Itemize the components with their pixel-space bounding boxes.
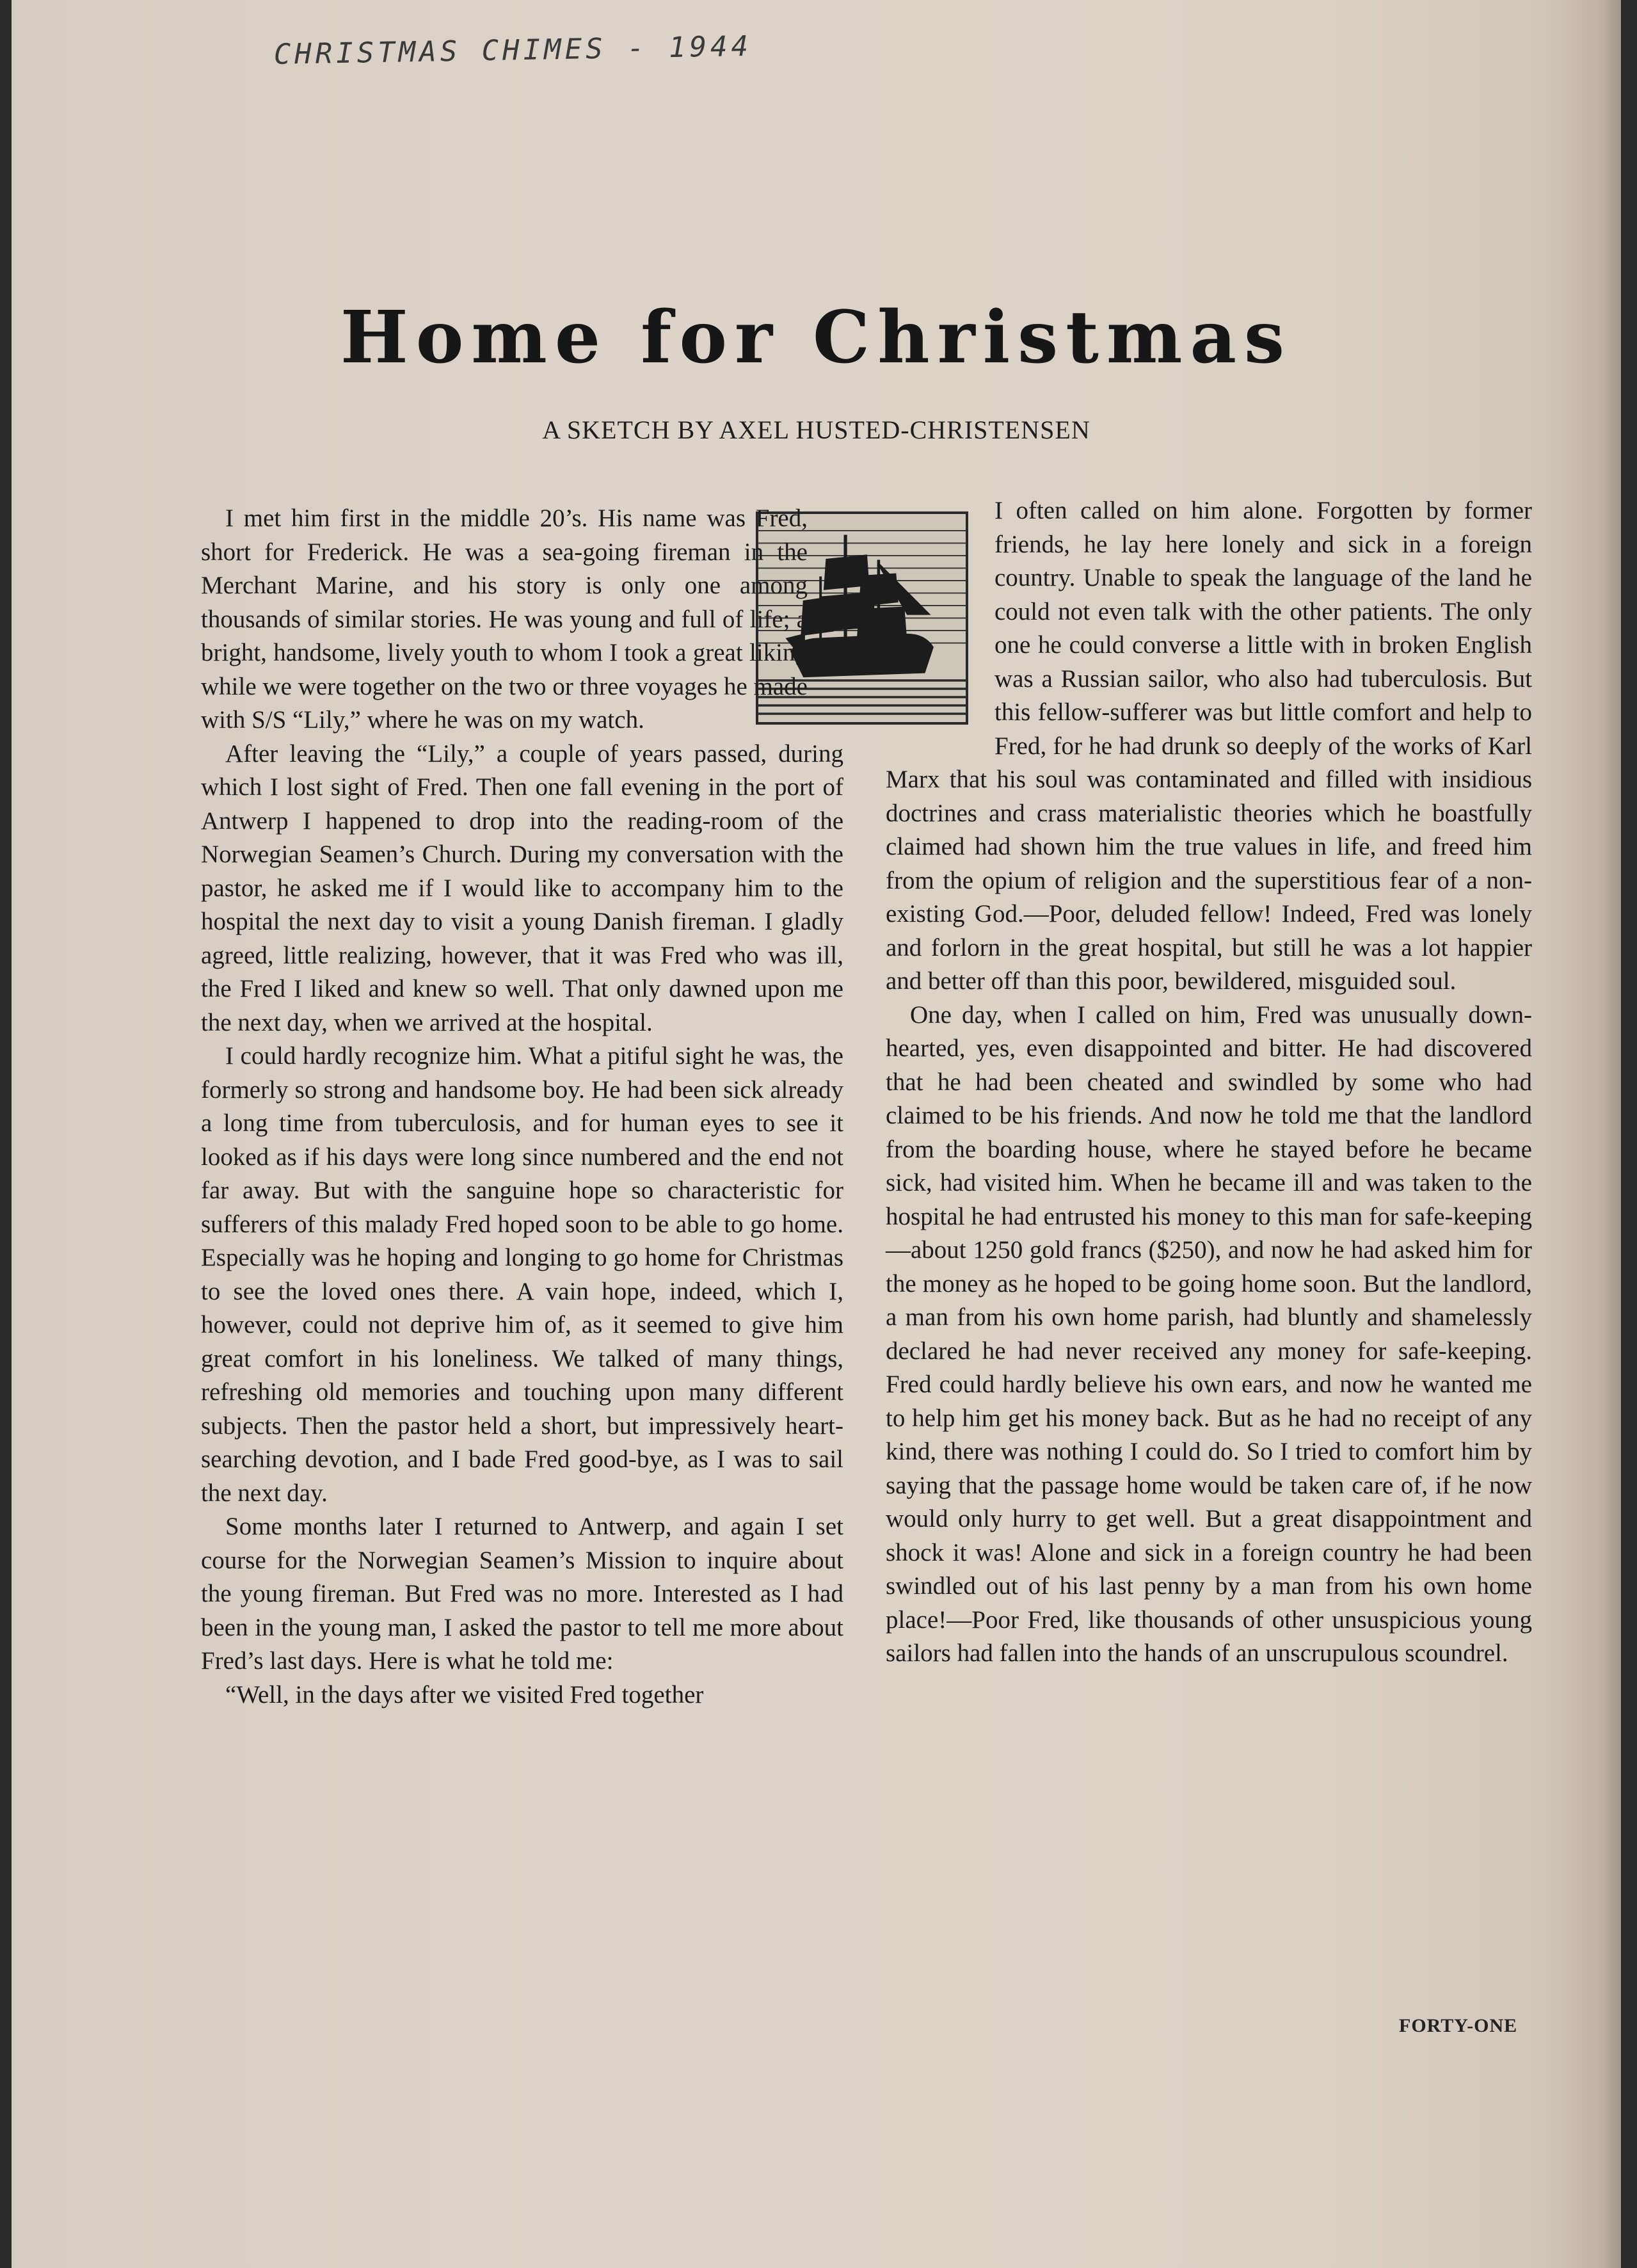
article-column-left [201,502,843,1712]
paragraph: One day, when I called on him, Fred was unusually down-hearted, yes, even disappointed and bitter. He had discovered that he had been cheated and swindled by some who had claimed to be his friends. And now he told me that the landlord from the boarding house, where he stayed before he became sick, had visited him. When he became ill and was taken to the hospital he had entrusted his money to this man for safe-keeping—about 1250 gold francs ($250), and now he had asked him for the money as he hoped to be going home soon. But the landlord, a man from his own home parish, had bluntly and shamelessly declared he had never received any money for safe-keeping. Fred could hardly believe his own ears, and now he wanted me to help him get his money back. But as he had no receipt of any kind, there was nothing I could do. So I tried to comfort him by saying that the passage home would be taken care of, if he now would only hurry to get well. But a great disappointment and shock it was! Alone and sick in a foreign country he had been swindled out of his last penny by a man from his own home place!—Poor Fred, like thousands of other unsuspicious young sailors had fallen into the hands of an unscrupulous scoundrel. [886,1001,1532,1667]
paragraph: “Well, in the days after we visited Fred together [225,1680,704,1709]
paragraph: I met him first in the middle 20’s. His name was Fred, short for Frederick. He was a sea-going fireman in the Merchant Marine, and his story is only one among thousands of similar stories. He was young and full of life; a bright, handsome, lively youth to whom I took a great liking while we were together on the two or three voyages he made with S/S “Lily,” where he was on my watch. [201,504,808,734]
paragraph: Some months later I returned to Antwerp, and again I set course for the Norwegian Seamen’s Mission to inquire about the young fireman. But Fred was no more. Interested as I had been in the young man, I asked the pastor to tell me more about Fred’s last days. Here is what he told me: [201,1513,843,1675]
handwritten-note: CHRISTMAS CHIMES - 1944 [273,29,753,71]
page-number: FORTY-ONE [1399,2015,1518,2036]
page-title: Home for Christmas [340,296,1293,380]
article-column-right [886,494,1532,1671]
paragraph: After leaving the “Lily,” a couple of years passed, during which I lost sight of Fred. Then one fall evening in the port of Antwerp I happened to drop into the reading-room of the Norwegian Seamen’s Church. During my conversation with the pastor, he asked me if I would like to accompany him to the hospital the next day to visit a young Danish fireman. I gladly agreed, little realizing, however, that it was Fred who was ill, the Fred I liked and knew so well. That only dawned upon me the next day, when we arrived at the hospital. [201,739,843,1036]
paragraph: I often called on him alone. Forgotten by former friends, he lay here lonely and sick in a foreign country. Unable to speak the language of the land he could not even talk with the other patients. The only one he could converse a little with in broken English was a Russian sailor, who also had tuberculosis. But this fellow-sufferer was but little comfort and help to Fred, for he had drunk so deeply of the works of Karl Marx that his soul was contaminated and filled with insidious doctrines and crass materialistic theories which he boastfully claimed had shown him the true values in life, and freed him from the opium of religion and the superstitious fear of a non-existing God.—Poor, deluded fellow! Indeed, Fred was lonely and forlorn in the great hospital, but still he was a lot happier and better off than this poor, bewildered, misguided soul. [886,497,1532,995]
paragraph: I could hardly recognize him. What a pitiful sight he was, the formerly so strong and handsome boy. He had been sick already a long time from tuberculosis, and for human eyes to see it looked as if his days were long since numbered and the end not far away. But with the sanguine hope so characteristic for sufferers of this malady Fred hoped soon to be able to go home. Especially was he hoping and longing to go home for Christmas to see the loved ones there. A vain hope, indeed, which I, however, could not deprive him of, as it seemed to give him great comfort in his loneliness. We talked of many things, refreshing old memories and touching upon many different subjects. Then the pastor held a short, but impressively heart-searching devotion, and I bade Fred good-bye, as I was to sail the next day. [201,1042,843,1507]
magazine-page [12,0,1621,2268]
byline: A SKETCH BY AXEL HUSTED-CHRISTENSEN [542,415,1090,444]
